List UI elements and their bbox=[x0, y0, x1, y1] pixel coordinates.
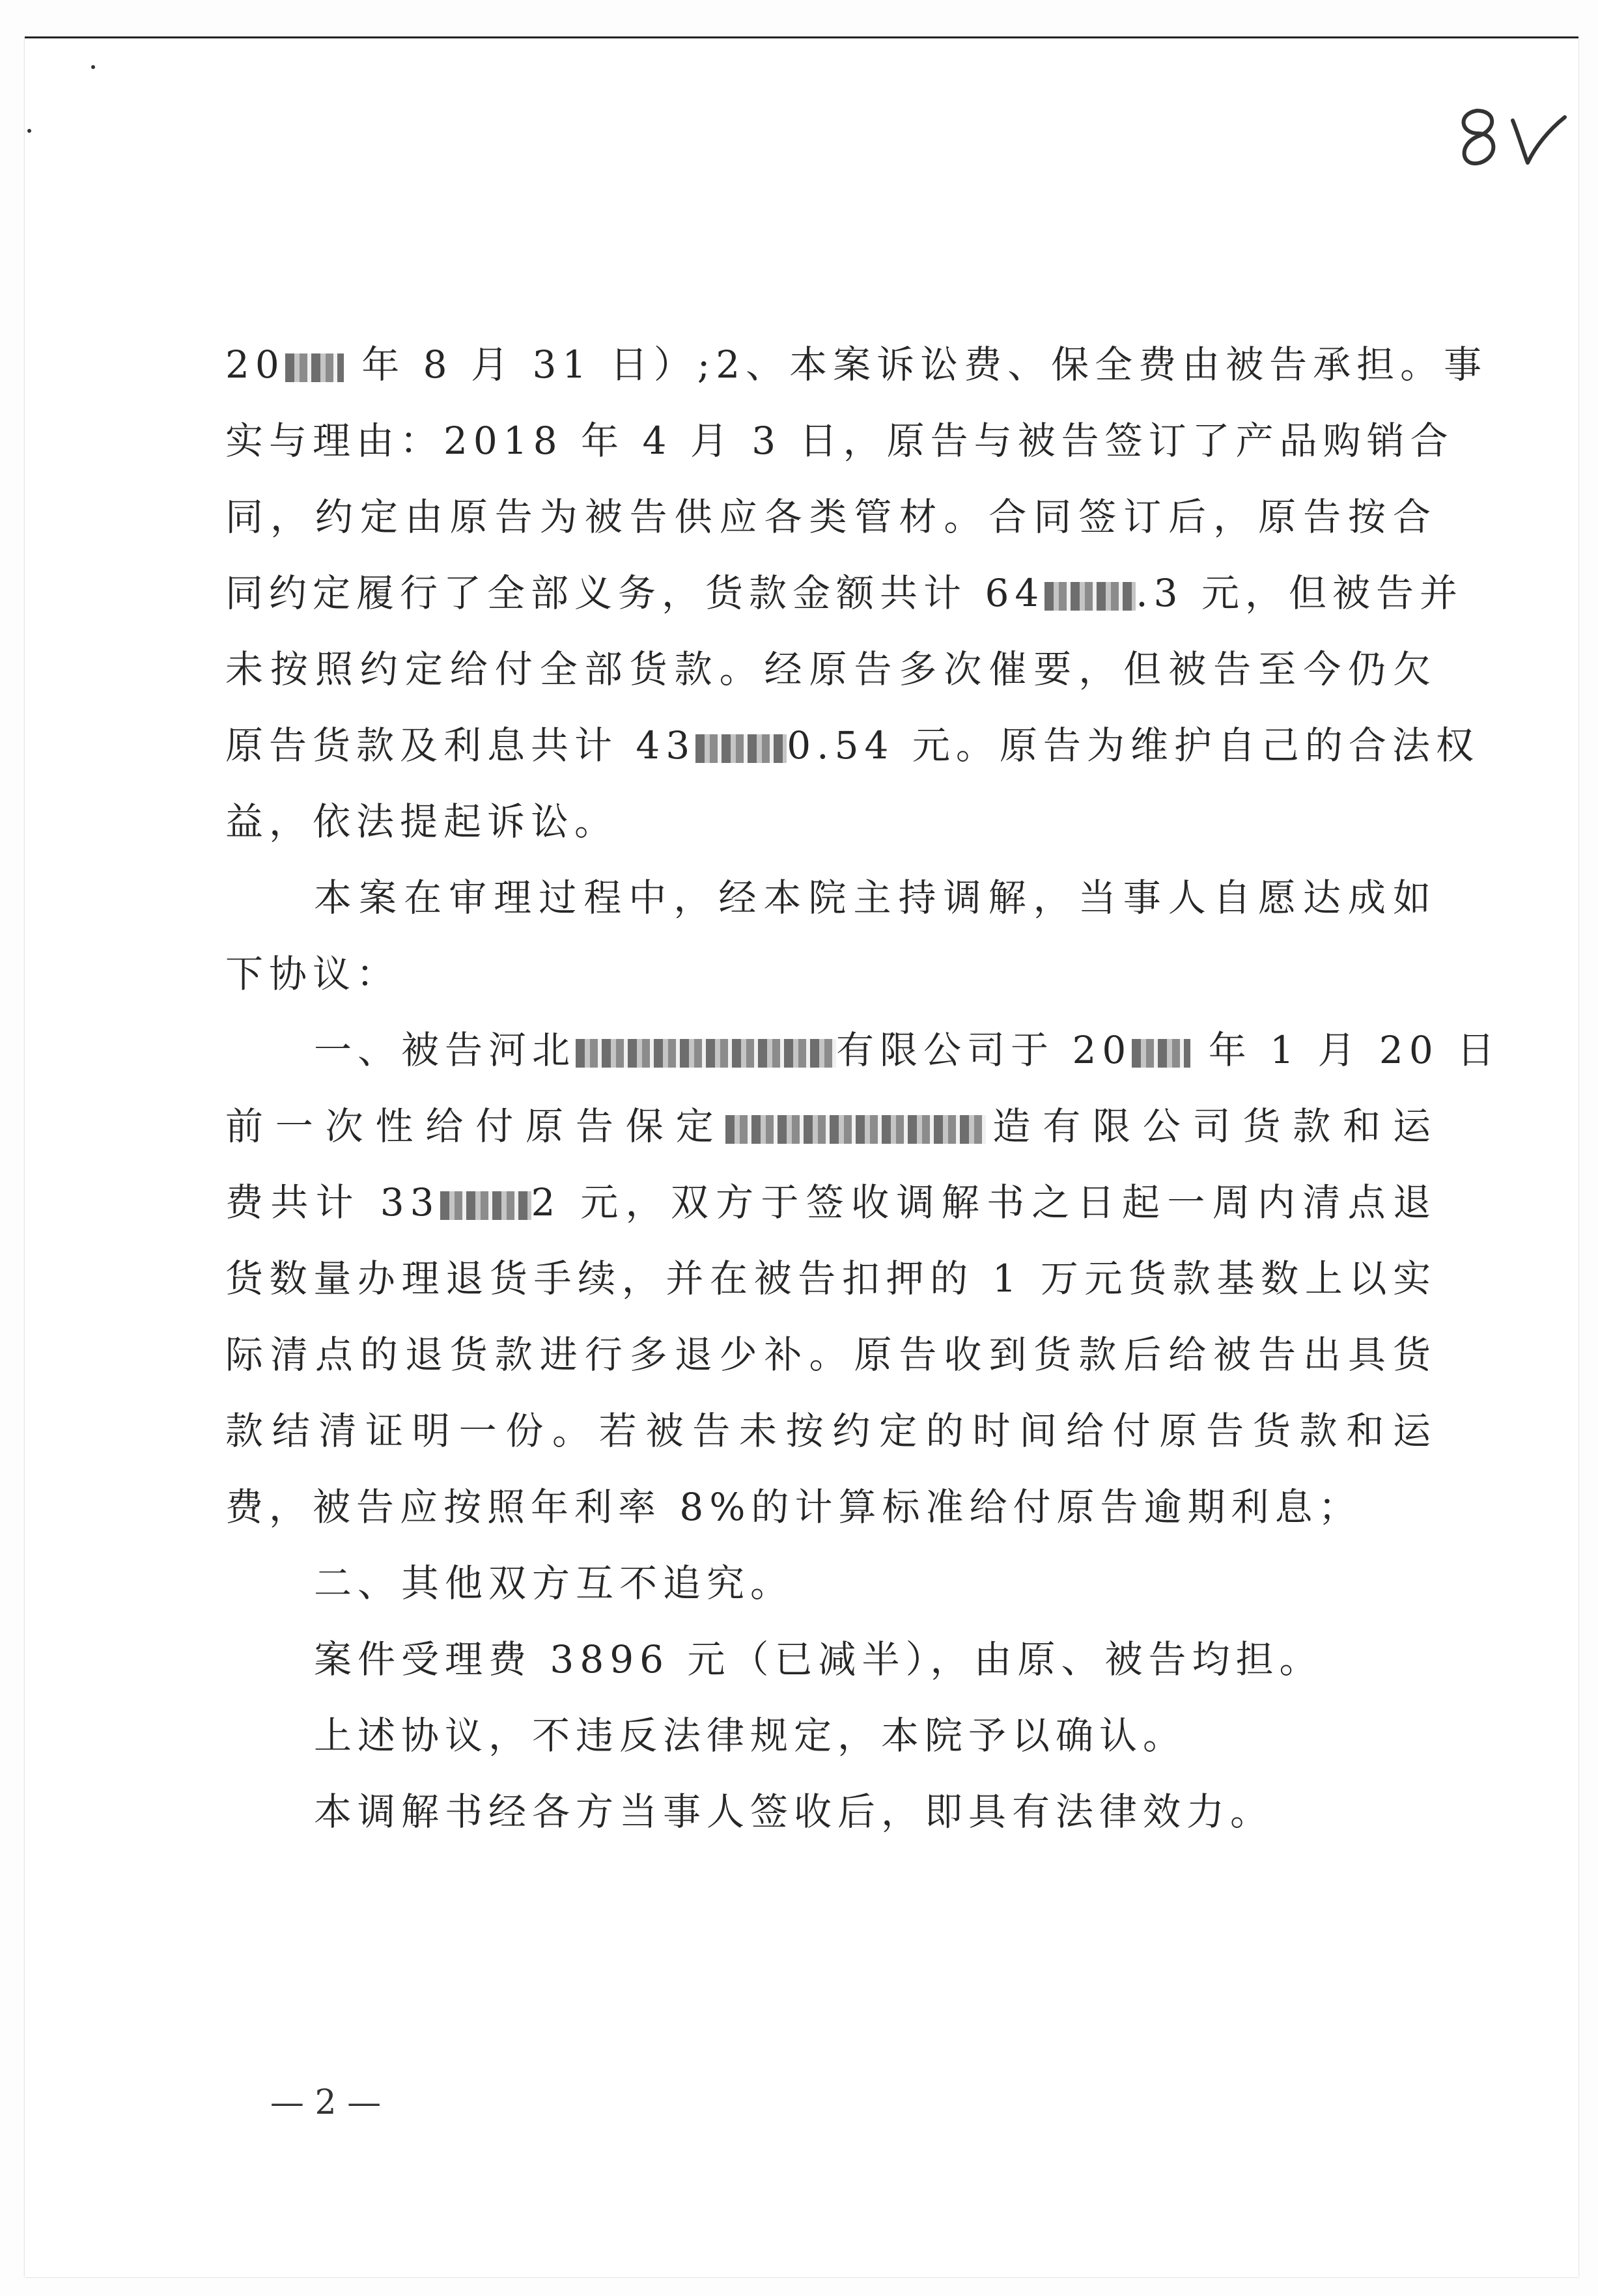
text-segment: 费，被告应按照年利率 8%的计算标准给付原告逾期利息； bbox=[225, 1485, 1362, 1529]
body-line-14 bbox=[225, 1322, 1437, 1387]
redaction-mark bbox=[1132, 1039, 1190, 1068]
scan-speck bbox=[91, 65, 95, 69]
text-segment: 款结清证明一份。若被告未按约定的时间给付原告货款和运 bbox=[225, 1409, 1437, 1453]
redaction-mark bbox=[576, 1039, 836, 1068]
body-line-1 bbox=[225, 332, 1488, 397]
body-line-16 bbox=[225, 1474, 1437, 1540]
handwritten-page-mark bbox=[1451, 98, 1575, 176]
body-line-12 bbox=[225, 1170, 1437, 1235]
body-line-17 bbox=[314, 1551, 1437, 1616]
text-segment: 费共计 33 bbox=[225, 1180, 440, 1224]
text-segment: 本案在审理过程中，经本院主持调解，当事人自愿达成如 bbox=[314, 876, 1437, 920]
body-line-4 bbox=[225, 560, 1464, 626]
body-line-9 bbox=[225, 941, 1437, 1006]
page-top-edge bbox=[25, 36, 1578, 38]
text-segment: 下协议： bbox=[225, 952, 400, 996]
text-segment: 益，依法提起诉讼。 bbox=[225, 799, 619, 844]
text-segment: 年 8 月 31 日）;2、本案诉讼费、保全费由被告承担。事 bbox=[343, 342, 1488, 387]
text-segment: 原告货款及利息共计 43 bbox=[225, 723, 696, 768]
body-line-13 bbox=[225, 1246, 1437, 1311]
body-line-6 bbox=[225, 713, 1479, 778]
text-segment: 际清点的退货款进行多退少补。原告收到货款后给被告出具货 bbox=[225, 1333, 1437, 1377]
redaction-mark bbox=[1044, 582, 1136, 611]
body-line-19 bbox=[314, 1703, 1437, 1768]
text-segment: 本调解书经各方当事人签收后，即具有法律效力。 bbox=[314, 1790, 1274, 1834]
text-segment: .3 元，但被告并 bbox=[1136, 571, 1464, 615]
body-line-8 bbox=[314, 865, 1437, 930]
text-segment: 有限公司于 20 bbox=[836, 1028, 1132, 1072]
text-segment: 2 元，双方于签收调解书之日起一周内清点退 bbox=[531, 1180, 1437, 1224]
text-segment: 前一次性给付原告保定 bbox=[225, 1104, 726, 1148]
text-segment: 实与理由：2018 年 4 月 3 日，原告与被告签订了产品购销合 bbox=[225, 419, 1454, 463]
page-number: — 2 — bbox=[270, 2083, 382, 2122]
text-segment: 年 1 月 20 日 bbox=[1190, 1028, 1501, 1072]
body-line-11 bbox=[225, 1094, 1437, 1159]
redaction-mark bbox=[695, 734, 787, 763]
body-line-18 bbox=[314, 1627, 1437, 1692]
text-segment: 上述协议，不违反法律规定，本院予以确认。 bbox=[314, 1713, 1187, 1758]
text-segment: 同约定履行了全部义务，货款金额共计 64 bbox=[225, 571, 1045, 615]
scan-speck bbox=[27, 129, 31, 133]
text-segment: 造有限公司货款和运 bbox=[986, 1104, 1437, 1148]
body-line-3 bbox=[225, 484, 1437, 549]
redaction-mark bbox=[725, 1115, 986, 1144]
text-segment: 0.54 元。原告为维护自己的合法权 bbox=[787, 723, 1479, 768]
body-line-10 bbox=[314, 1017, 1501, 1083]
body-line-7 bbox=[225, 789, 1437, 854]
text-segment: 未按照约定给付全部货款。经原告多次催要，但被告至今仍欠 bbox=[225, 647, 1437, 691]
text-segment: 20 bbox=[225, 342, 285, 387]
redaction-mark bbox=[440, 1191, 531, 1220]
text-segment: 案件受理费 3896 元（已减半），由原、被告均担。 bbox=[314, 1637, 1323, 1681]
body-line-20 bbox=[314, 1779, 1437, 1844]
text-segment: 二、其他双方互不追究。 bbox=[314, 1561, 794, 1605]
redaction-mark bbox=[285, 353, 344, 382]
body-line-15 bbox=[225, 1398, 1437, 1463]
text-segment: 货数量办理退货手续，并在被告扣押的 1 万元货款基数上以实 bbox=[225, 1256, 1437, 1301]
body-line-5 bbox=[225, 637, 1437, 702]
body-line-2 bbox=[225, 408, 1454, 473]
text-segment: 同，约定由原告为被告供应各类管材。合同签订后，原告按合 bbox=[225, 495, 1437, 539]
text-segment: 一、被告河北 bbox=[314, 1028, 576, 1072]
